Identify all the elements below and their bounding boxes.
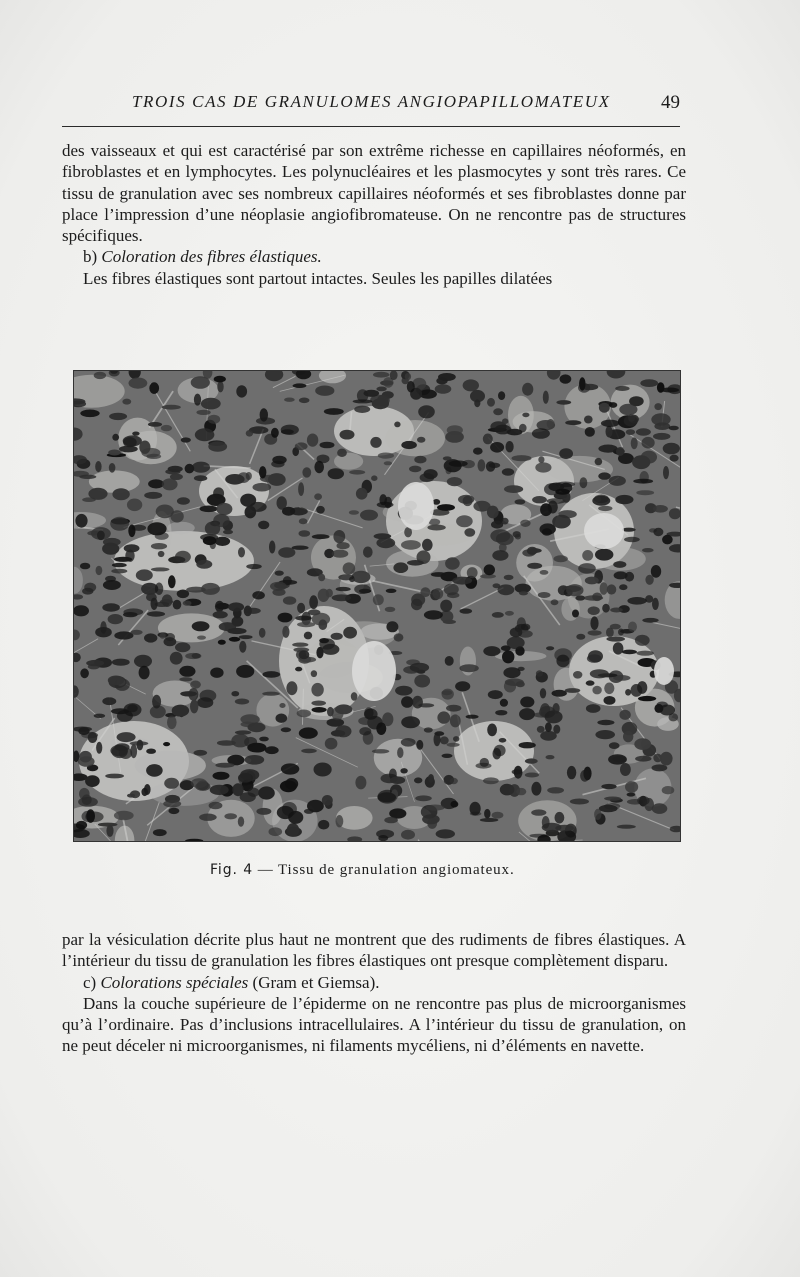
caption-separator: —	[257, 862, 274, 878]
micrograph-image	[74, 371, 680, 841]
paragraph-special-stains: Dans la couche supérieure de l’épiderme on ne rencontre pas plus de microorganismes qu’à l’ordinaire. Pas d’inclusions intracellulaires. A l’intérieur du tissu de granulation, on ne peut déceler ni microorganismes, ni filaments mycéliens, ni d’éléments en navette.	[62, 993, 686, 1056]
section-suffix-c: (Gram et Giemsa).	[252, 972, 380, 992]
running-title: TROIS CAS DE GRANULOMES ANGIOPAPILLOMATEUX	[132, 92, 611, 111]
figure-label: Fig. 4	[210, 862, 254, 878]
paragraph-elastic-fibres: Les fibres élastiques sont partout intactes. Seules les papilles dilatées	[83, 268, 553, 288]
section-heading-c	[62, 972, 686, 993]
paragraph-continuation: des vaisseaux et qui est caractérisé par son extrême richesse en capillaires néoformés, en fibroblastes et en lymphocytes. Les polynucléaires et les plasmocytes y sont très rares. Ce tissu de granulation avec ses nombreux capillaires néoformés et ses fibroblastes donne par place l’impression d’une néoplasie angiofibromateuse. On ne rencontre pas de structures spécifiques.	[62, 141, 686, 246]
figure-micrograph	[73, 370, 681, 842]
section-label-b: b)	[83, 247, 98, 267]
section-title-c: Colorations spéciales	[100, 972, 249, 992]
section-title-b: Coloration des fibres élastiques.	[101, 247, 322, 267]
text-block-top	[62, 140, 686, 289]
section-heading-b	[62, 246, 686, 267]
page-number: 49	[661, 92, 680, 113]
header-rule	[62, 126, 680, 127]
caption-text: Tissu de granulation angiomateux.	[277, 862, 515, 878]
section-label-c: c)	[83, 972, 97, 992]
running-head	[62, 92, 680, 122]
text-block-bottom	[62, 929, 686, 1057]
figure-caption	[210, 862, 515, 879]
paragraph-continued: par la vésiculation décrite plus haut ne montrent que des rudiments de fibres élastiques. A l’intérieur du tissu de granulation les fibres élastiques ont presque complètement disparu.	[62, 930, 686, 971]
